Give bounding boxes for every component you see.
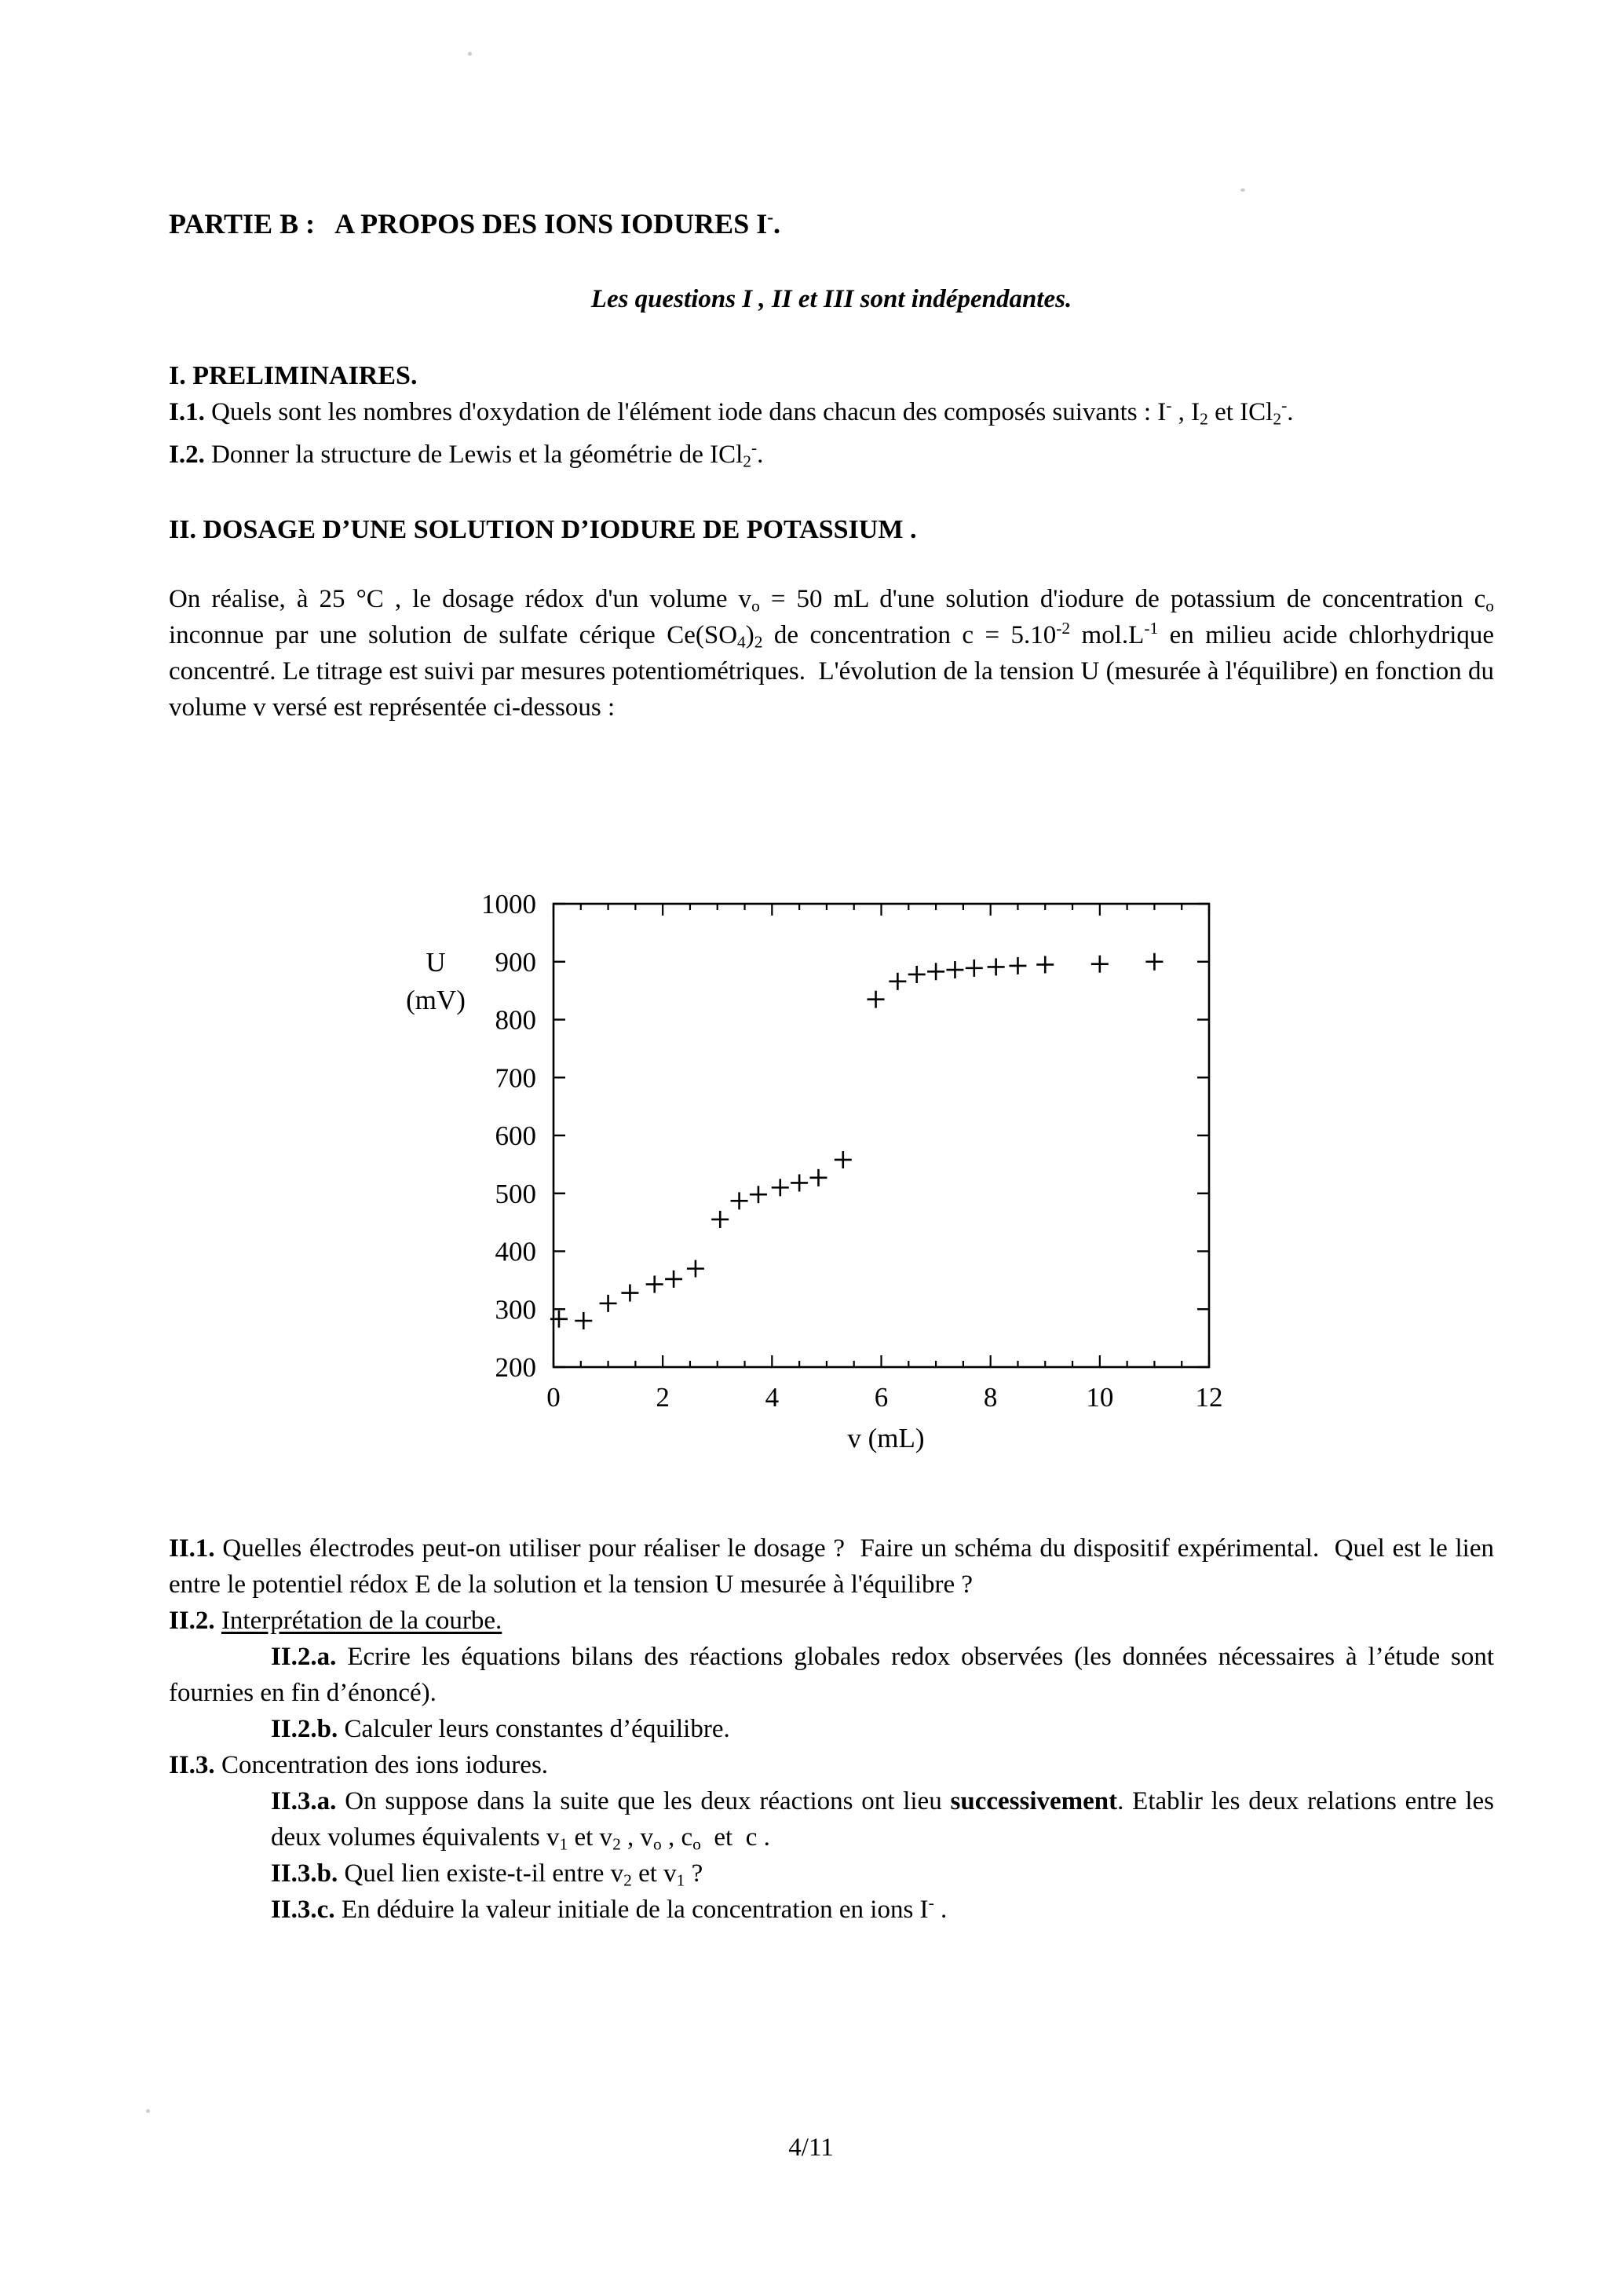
text-segment: .: [773, 208, 781, 239]
y-tick-label: 400: [495, 1236, 536, 1267]
text-segment: Donner la structure de Lewis et la géométrie de ICl: [204, 441, 743, 469]
text-segment: ?: [685, 1859, 703, 1888]
text-segment: Ecrire les équations bilans des réactions globales redox observées (les données nécessaires à l’étude sont fournies en fin d’énoncé).: [169, 1643, 1494, 1707]
text-segment: .: [933, 1896, 948, 1924]
scan-speck: [468, 52, 472, 56]
text-segment: = 50 mL d'une solution d'iodure de potassium de concentration c: [759, 585, 1486, 613]
text-segment: 4: [737, 632, 746, 652]
text-segment: de concentration c = 5.10: [762, 621, 1057, 649]
text-segment: .: [1287, 398, 1294, 426]
text-segment: -: [928, 1893, 934, 1913]
text-segment: o: [692, 1834, 701, 1854]
text-segment: successivement: [950, 1787, 1118, 1815]
y-tick-label: 800: [495, 1004, 536, 1036]
x-tick-label: 4: [765, 1382, 780, 1413]
text-segment: et ICl: [1207, 398, 1273, 426]
text-segment: Calculer leurs constantes d’équilibre.: [338, 1715, 730, 1743]
text-segment: PARTIE B : A PROPOS DES IONS IODURES I: [169, 208, 768, 239]
y-tick-label: 1000: [481, 889, 536, 919]
x-tick-label: 2: [656, 1382, 670, 1413]
text-segment: et c .: [700, 1823, 770, 1852]
text-segment: 1: [676, 1870, 685, 1890]
text-segment: -2: [1056, 619, 1071, 638]
text-segment: Concentration des ions iodures.: [214, 1751, 549, 1779]
y-tick-label: 700: [495, 1062, 536, 1094]
text-segment: I.2.: [169, 441, 205, 469]
question-i1: [169, 394, 1494, 430]
text-segment: , v: [620, 1823, 654, 1852]
text-segment: On suppose dans la suite que les deux réactions ont lieu: [336, 1787, 951, 1815]
page-number: 4/11: [788, 2133, 834, 2162]
y-tick-label: 200: [495, 1352, 536, 1383]
question-ii3: [169, 1747, 1494, 1783]
text-segment: o: [751, 596, 760, 616]
question-ii3b: [169, 1855, 1494, 1892]
text-segment: et v: [568, 1823, 613, 1852]
text-segment: , I: [1171, 398, 1200, 426]
y-tick-label: 600: [495, 1121, 536, 1151]
question-ii1: [169, 1530, 1494, 1603]
text-segment: II.3.c.: [271, 1896, 335, 1924]
text-segment: II.1.: [169, 1534, 215, 1563]
scan-speck: [1240, 188, 1245, 192]
text-segment: ): [745, 621, 754, 649]
text-segment: , c: [661, 1823, 693, 1852]
x-tick-label: 10: [1086, 1382, 1114, 1413]
text-segment: o: [653, 1834, 662, 1854]
text-segment: Interprétation de la courbe.: [221, 1607, 502, 1635]
text-segment: I.1.: [169, 398, 205, 426]
text-segment: mol.L: [1070, 621, 1145, 649]
text-segment: en milieu acide chlorhydrique concentré. Le titrage est suivi par mesures potentiométriques. L'évolution de la tension U (mesurée à l'équilibre) en fonction du volume v versé est représentée ci-dessous :: [169, 621, 1495, 722]
text-segment: -: [767, 207, 774, 229]
text-segment: II.3.a.: [271, 1787, 337, 1815]
subtitle: Les questions I , II et III sont indépendantes.: [590, 285, 1072, 313]
y-tick-label: 900: [495, 946, 536, 978]
text-segment: En déduire la valeur initiale de la concentration en ions I: [334, 1896, 929, 1924]
question-i2: [169, 437, 1494, 473]
text-segment: II.3.b.: [271, 1859, 338, 1888]
plot-border: [553, 904, 1209, 1367]
section-1-heading: I. PRELIMINAIRES.: [169, 361, 418, 390]
text-segment: 2: [612, 1834, 621, 1854]
text-segment: II.2.a.: [271, 1643, 337, 1671]
question-ii2a: [169, 1639, 1494, 1711]
question-ii2b: [169, 1711, 1494, 1747]
text-segment: Quels sont les nombres d'oxydation de l'élément iode dans chacun des composés suivants : I: [204, 398, 1167, 426]
text-segment: 1: [559, 1834, 568, 1854]
text-segment: II.2.b.: [271, 1715, 338, 1743]
question-ii3a: [169, 1783, 1494, 1855]
x-tick-label: 8: [983, 1382, 998, 1413]
x-tick-label: 6: [874, 1382, 889, 1413]
text-segment: .: [757, 441, 764, 469]
x-tick-label: 12: [1195, 1382, 1223, 1413]
text-segment: 2: [1200, 409, 1208, 429]
text-segment: 2: [754, 632, 763, 652]
question-ii2: [169, 1603, 1494, 1639]
x-tick-label: 0: [546, 1382, 561, 1413]
text-segment: 2: [623, 1870, 632, 1890]
question-ii3c: [169, 1892, 1494, 1928]
y-axis-label: U: [426, 946, 446, 978]
text-segment: Quel lien existe-t-il entre v: [338, 1859, 624, 1888]
text-segment: 2: [1273, 409, 1282, 429]
text-segment: et v: [631, 1859, 677, 1888]
text-segment: . Etablir les deux relations entre les deux volumes équivalents v: [271, 1787, 1494, 1852]
text-segment: Quelles électrodes peut-on utiliser pour réaliser le dosage ? Faire un schéma du dispositif expérimental. Quel est le lien entre le potentiel rédox E de la solution et la tension U mesurée à l'équilibre ?: [169, 1534, 1494, 1599]
text-segment: o: [1485, 596, 1494, 616]
x-axis-label: v (mL): [847, 1423, 925, 1453]
text-segment: II.3.: [169, 1751, 215, 1779]
y-tick-label: 500: [495, 1178, 536, 1209]
text-segment: II.2.: [169, 1607, 221, 1635]
scan-speck: [146, 2109, 150, 2113]
text-segment: -: [1166, 396, 1172, 415]
text-segment: -: [1281, 396, 1288, 415]
titration-chart-svg: [361, 887, 1343, 1468]
text-segment: On réalise, à 25 °C , le dosage rédox d'un volume v: [169, 585, 752, 613]
intro-paragraph: [169, 581, 1494, 726]
y-tick-label: 300: [495, 1294, 536, 1325]
section-2-heading: II. DOSAGE D’UNE SOLUTION D’IODURE DE POTASSIUM .: [169, 515, 917, 544]
part-title: [169, 206, 1494, 242]
text-segment: 2: [743, 452, 751, 471]
text-segment: -: [751, 438, 758, 458]
titration-chart: [361, 887, 1494, 1468]
text-segment: inconnue par une solution de sulfate cérique Ce(SO: [169, 621, 738, 649]
y-axis-label-units: (mV): [406, 984, 466, 1015]
text-segment: -1: [1144, 619, 1159, 638]
